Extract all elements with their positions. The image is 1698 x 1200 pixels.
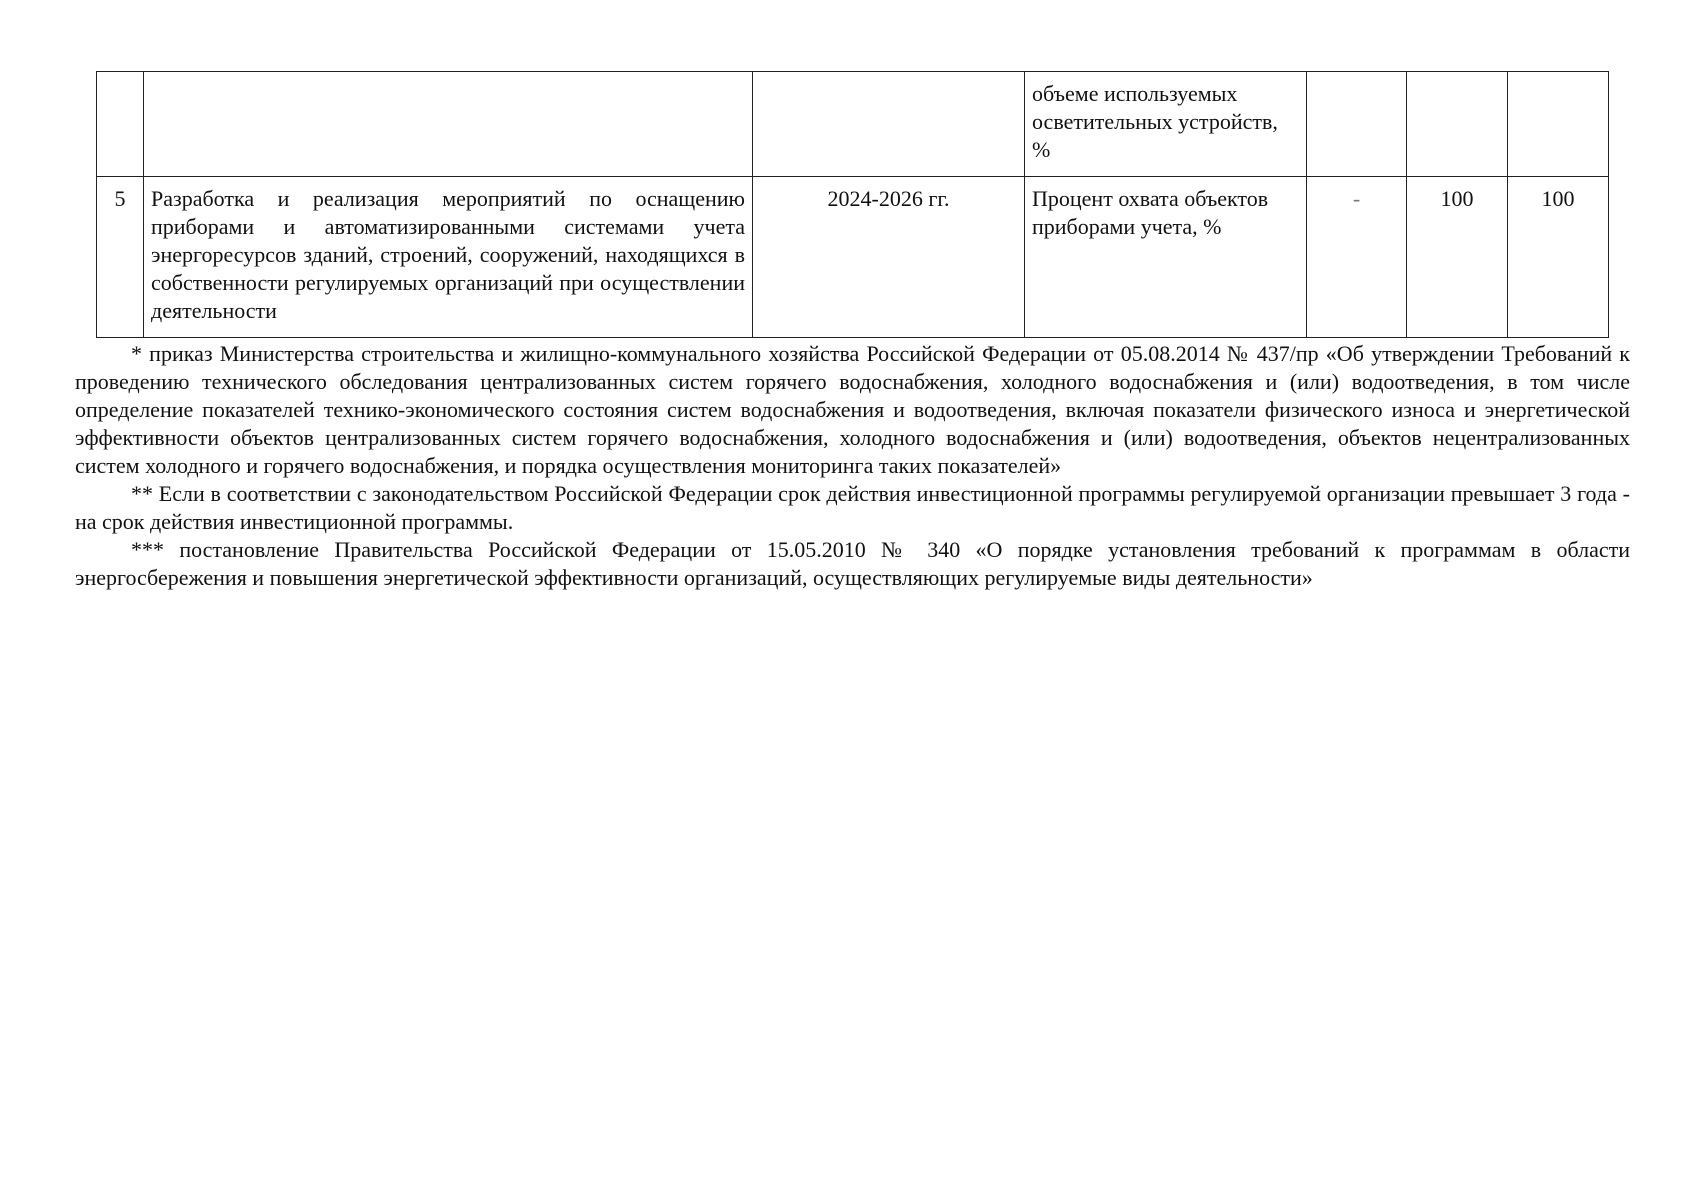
table-cell <box>753 72 1025 177</box>
indicator-cell: Процент охвата объектов приборами учета, % <box>1025 177 1307 338</box>
measures-table <box>96 71 1609 338</box>
footnote-3: *** постановление Правительства Российской Федерации от 15.05.2010 № 340 «О порядке установления требований к программам в области энергосбережения и повышения энергетической эффективности организаций, осуществляющих регулируемые виды деятельности» <box>75 537 1630 590</box>
indicator-cell: объеме используемых осветительных устройств, % <box>1025 72 1307 177</box>
table-cell <box>144 72 753 177</box>
footnote-1: * приказ Министерства строительства и жилищно-коммунального хозяйства Российской Федерации от 05.08.2014 № 437/пр «Об утверждении Требований к проведению технического обследования централизованных систем горячего водоснабжения, холодного водоснабжения и (или) водоотведения, в том числе определение показателей технико-экономического состояния систем водоснабжения и водоотведения, включая показатели физического износа и энергетической эффективности объектов централизованных систем горячего водоснабжения, холодного водоснабжения и (или) водоотведения, объектов нецентрализованных систем холодного и горячего водоснабжения, и порядка осуществления мониторинга таких показателей» <box>75 341 1630 478</box>
table-cell <box>97 72 144 177</box>
table-cell <box>1307 72 1407 177</box>
value-cell: 100 <box>1407 177 1508 338</box>
value-cell: - <box>1307 177 1407 338</box>
table-row <box>97 177 1609 338</box>
footnote-2: ** Если в соответствии с законодательством Российской Федерации срок действия инвестиционной программы регулируемой организации превышает 3 года - на срок действия инвестиционной программы. <box>75 481 1630 534</box>
table-row <box>97 72 1609 177</box>
footnotes <box>75 340 1630 592</box>
table-cell <box>1407 72 1508 177</box>
table-cell <box>1508 72 1609 177</box>
period-cell: 2024-2026 гг. <box>753 177 1025 338</box>
value-cell: 100 <box>1508 177 1609 338</box>
measure-cell: Разработка и реализация мероприятий по оснащению приборами и автоматизированными системами учета энергоресурсов зданий, строений, сооружений, находящихся в собственности регулируемых организаций при осуществлении деятельности <box>144 177 753 338</box>
row-number-cell: 5 <box>97 177 144 338</box>
